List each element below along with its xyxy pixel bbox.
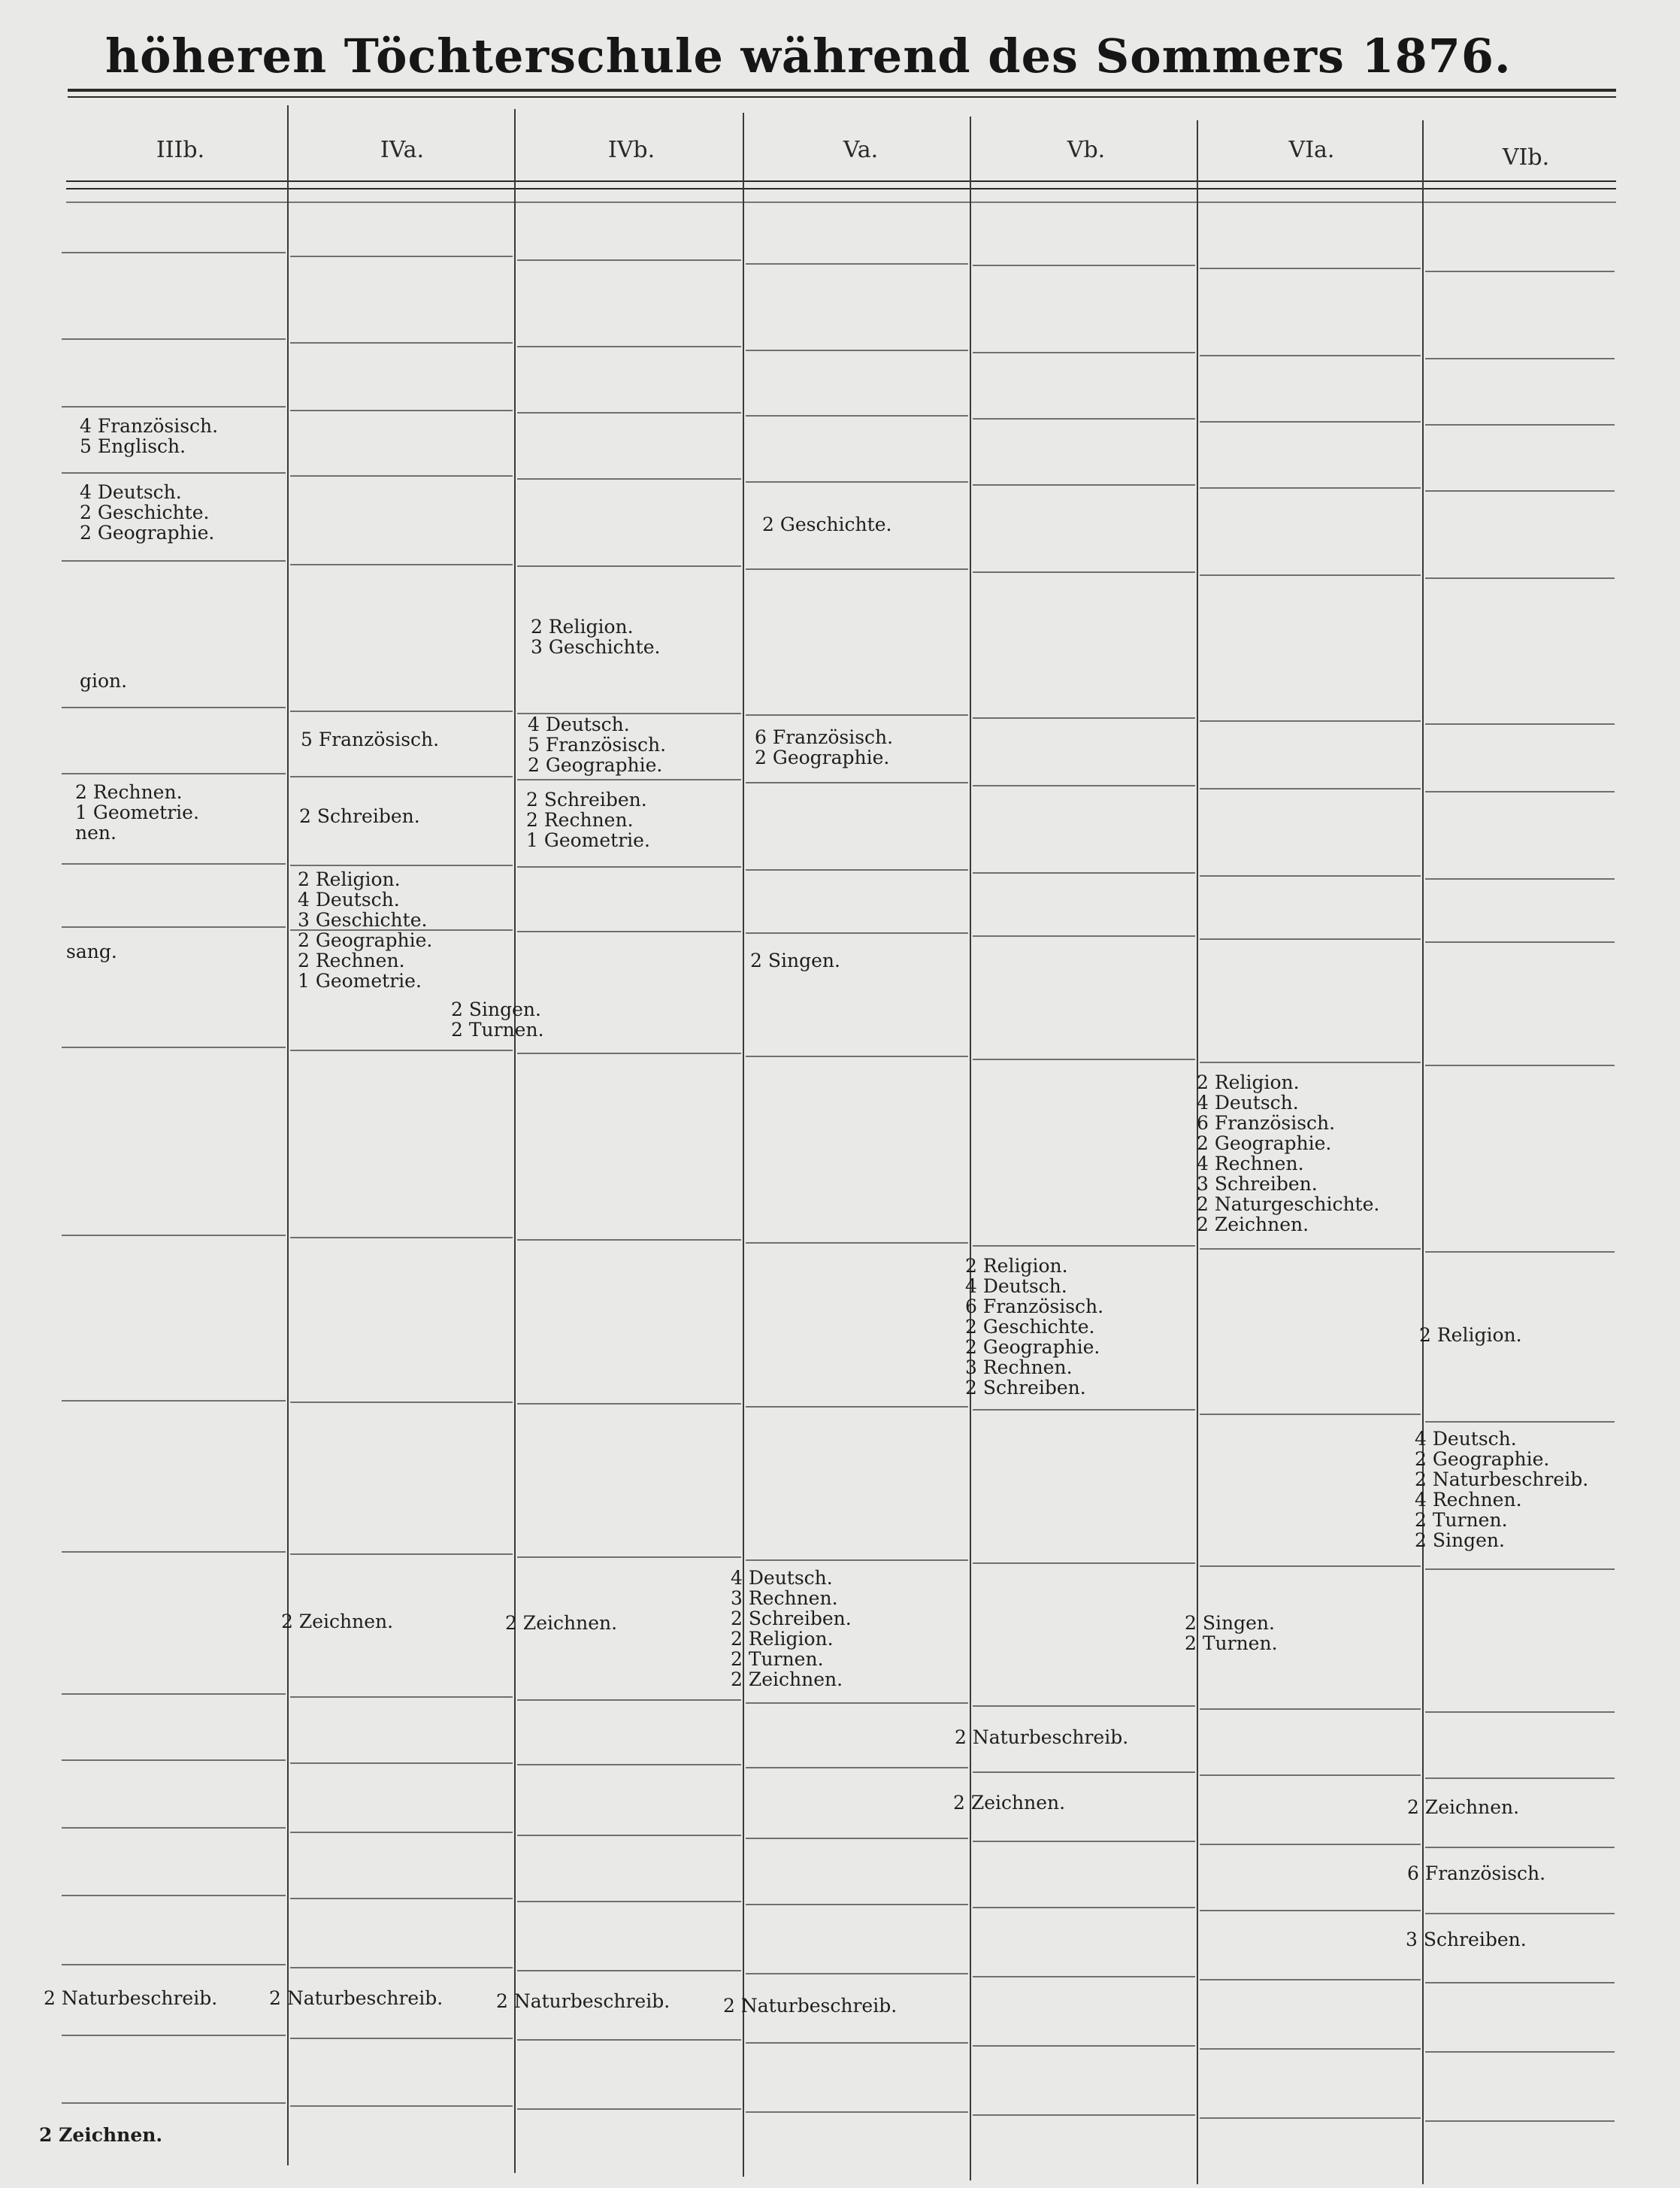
row-line [973, 2045, 1195, 2047]
row-line [62, 472, 286, 474]
row-line [1200, 1414, 1421, 1415]
row-line [1200, 1979, 1421, 1980]
row-line [973, 571, 1195, 573]
row-line [62, 863, 286, 865]
row-line [1200, 1910, 1421, 1911]
column-header-VIb: VIb. [1502, 144, 1550, 171]
column-divider [743, 113, 744, 2177]
row-line [1425, 577, 1615, 579]
row-line [517, 1764, 741, 1765]
row-line [62, 707, 286, 708]
row-line [973, 1841, 1195, 1842]
row-line [746, 869, 968, 871]
row-line [290, 475, 513, 477]
row-line [746, 2111, 968, 2113]
schedule-entry: 2 Religion. 4 Deutsch. 6 Französisch. 2 Geographie. 4 Rechnen. 3 Schreiben. 2 Naturgeschichte. 2 Zeichnen. [1197, 1071, 1380, 1235]
schedule-entry: 2 Religion. 4 Deutsch. 3 Geschichte. 2 Geographie. 2 Rechnen. 1 Geometrie. [298, 868, 433, 992]
schedule-entry: 4 Deutsch. 2 Geographie. 2 Naturbeschreib. 4 Rechnen. 2 Turnen. 2 Singen. [1415, 1428, 1589, 1551]
row-line [746, 1559, 968, 1561]
row-line [1200, 1774, 1421, 1776]
row-line [517, 1556, 741, 1558]
row-line [62, 1551, 286, 1553]
row-line [1425, 2051, 1615, 2053]
row-line [290, 865, 513, 866]
column-header-Va: Va. [843, 137, 879, 163]
row-line [746, 1242, 968, 1244]
header-rule-3 [66, 202, 1616, 203]
row-line [290, 1050, 513, 1051]
row-line [62, 1400, 286, 1402]
row-line [1200, 1565, 1421, 1567]
row-line [1425, 1913, 1615, 1914]
row-line [517, 412, 741, 414]
row-line [290, 410, 513, 411]
row-line [746, 263, 968, 265]
schedule-entry: 2 Naturbeschreib. [496, 1990, 670, 2012]
row-line [973, 717, 1195, 719]
schedule-entry: 2 Naturbeschreib. [955, 1726, 1129, 1748]
row-line [290, 1237, 513, 1238]
row-line [746, 1056, 968, 1057]
row-line [62, 338, 286, 340]
row-line [1425, 1421, 1615, 1423]
row-line [62, 1693, 286, 1695]
row-line [746, 1406, 968, 1408]
row-line [517, 2039, 741, 2041]
schedule-entry: 2 Naturbeschreib. [723, 1995, 898, 2017]
schedule-entry: 2 Schreiben. 2 Rechnen. 1 Geometrie. [526, 789, 650, 851]
schedule-entry: 5 Französisch. [301, 729, 440, 750]
schedule-entry: 4 Deutsch. 2 Geschichte. 2 Geographie. [80, 481, 215, 544]
row-line [517, 259, 741, 261]
row-line [1200, 720, 1421, 722]
row-line [290, 1402, 513, 1403]
row-line [517, 1699, 741, 1701]
row-line [973, 2114, 1195, 2116]
header-rule-2 [66, 188, 1616, 189]
title-rule [68, 89, 1616, 92]
schedule-entry: 2 Religion. 4 Deutsch. 6 Französisch. 2 Geschichte. 2 Geographie. 3 Rechnen. 2 Schreiben. [965, 1255, 1104, 1399]
row-line [1425, 1711, 1615, 1713]
column-header-IVa: IVa. [380, 137, 425, 163]
row-line [517, 779, 741, 780]
schedule-entry: 2 Zeichnen. [953, 1792, 1066, 1814]
row-line [517, 346, 741, 347]
column-header-IVb: IVb. [607, 137, 655, 163]
row-line [517, 1053, 741, 1054]
row-line [517, 866, 741, 868]
row-line [517, 1901, 741, 1902]
row-line [746, 1973, 968, 1974]
row-line [1200, 574, 1421, 576]
row-line [1425, 723, 1615, 725]
row-line [517, 1970, 741, 1971]
row-line [973, 1245, 1195, 1247]
row-line [62, 406, 286, 408]
schedule-entry: 2 Singen. [750, 950, 840, 971]
row-line [62, 252, 286, 253]
row-line [1425, 941, 1615, 943]
row-line [290, 256, 513, 257]
row-line [973, 265, 1195, 266]
row-line [973, 352, 1195, 353]
schedule-entry: 2 Geschichte. [762, 514, 892, 535]
row-line [973, 785, 1195, 786]
row-line [973, 1976, 1195, 1977]
row-line [517, 565, 741, 567]
row-line [1200, 875, 1421, 877]
row-line [973, 935, 1195, 937]
schedule-entry: 2 Zeichnen. [505, 1612, 618, 1634]
row-line [746, 481, 968, 483]
row-line [746, 1838, 968, 1839]
row-line [290, 1553, 513, 1555]
row-line [746, 1904, 968, 1905]
schedule-entry: sang. [66, 941, 117, 962]
row-line [517, 478, 741, 480]
row-line [1425, 1568, 1615, 1570]
row-line [62, 926, 286, 928]
row-line [1425, 1847, 1615, 1848]
schedule-entry: 3 Schreiben. [1406, 1929, 1527, 1950]
row-line [973, 1059, 1195, 1060]
row-line [1425, 358, 1615, 359]
row-line [1200, 487, 1421, 489]
row-line [746, 2042, 968, 2044]
row-line [746, 714, 968, 716]
row-line [517, 1239, 741, 1241]
schedule-entry: 2 Zeichnen. [39, 2124, 163, 2146]
row-line [746, 1767, 968, 1768]
schedule-entry: gion. [80, 670, 128, 692]
row-line [973, 1562, 1195, 1564]
row-line [1200, 1248, 1421, 1250]
row-line [290, 342, 513, 344]
row-line [62, 1047, 286, 1048]
row-line [517, 1403, 741, 1405]
schedule-entry: 2 Zeichnen. [281, 1611, 394, 1632]
row-line [62, 1964, 286, 1965]
row-line [1425, 271, 1615, 272]
row-line [1425, 1777, 1615, 1779]
row-line [1200, 2117, 1421, 2119]
row-line [1425, 791, 1615, 792]
row-line [973, 1705, 1195, 1707]
schedule-entry: 6 Französisch. 2 Geographie. [755, 726, 894, 768]
header-rule [66, 180, 1616, 182]
row-line [1425, 1065, 1615, 1066]
schedule-entry: 2 Religion. 3 Geschichte. [531, 616, 661, 658]
row-line [1425, 1251, 1615, 1253]
column-divider [287, 105, 289, 2165]
row-line [1200, 2048, 1421, 2050]
row-line [62, 2102, 286, 2104]
schedule-entry: 2 Naturbeschreib. [44, 1987, 218, 2009]
row-line [1425, 490, 1615, 492]
row-line [1200, 1844, 1421, 1845]
column-header-VIa: VIa. [1288, 137, 1335, 163]
row-line [1200, 938, 1421, 940]
page-title: höheren Töchterschule während des Sommers 1876. [105, 29, 1512, 83]
schedule-entry: 2 Naturbeschreib. [269, 1987, 443, 2009]
row-line [1425, 878, 1615, 880]
row-line [62, 2035, 286, 2036]
schedule-entry: 2 Singen. 2 Turnen. [1185, 1612, 1278, 1654]
schedule-entry: 4 Französisch. 5 Englisch. [80, 415, 219, 457]
row-line [62, 773, 286, 774]
row-line [290, 1832, 513, 1833]
schedule-entry: 2 Singen. 2 Turnen. [451, 999, 544, 1041]
row-line [973, 418, 1195, 420]
row-line [746, 350, 968, 351]
row-line [1425, 1982, 1615, 1983]
column-divider [970, 117, 971, 2180]
row-line [1200, 788, 1421, 789]
row-line [746, 415, 968, 417]
row-line [517, 2108, 741, 2110]
row-line [1200, 1062, 1421, 1063]
row-line [62, 1827, 286, 1829]
schedule-entry: 2 Schreiben. [299, 805, 420, 827]
row-line [1200, 421, 1421, 423]
row-line [517, 1835, 741, 1836]
row-line [290, 776, 513, 777]
schedule-entry: 4 Deutsch. 5 Französisch. 2 Geographie. [528, 714, 667, 776]
schedule-entry: 2 Rechnen. 1 Geometrie. nen. [75, 781, 199, 844]
row-line [973, 872, 1195, 874]
title-rule-thin [68, 96, 1616, 98]
row-line [973, 484, 1195, 486]
row-line [1200, 268, 1421, 269]
column-divider [514, 109, 516, 2173]
row-line [746, 568, 968, 570]
row-line [62, 560, 286, 562]
row-line [973, 1409, 1195, 1411]
column-header-Vb: Vb. [1067, 137, 1106, 163]
row-line [290, 1898, 513, 1899]
row-line [290, 1762, 513, 1764]
row-line [1425, 424, 1615, 426]
row-line [290, 711, 513, 712]
row-line [62, 1759, 286, 1761]
row-line [290, 2105, 513, 2107]
schedule-entry: 2 Zeichnen. [1407, 1796, 1520, 1818]
row-line [517, 931, 741, 932]
row-line [1200, 355, 1421, 356]
schedule-entry: 2 Religion. [1419, 1324, 1522, 1346]
row-line [290, 1967, 513, 1968]
row-line [1425, 2120, 1615, 2122]
row-line [1200, 1708, 1421, 1710]
row-line [973, 1771, 1195, 1773]
row-line [290, 564, 513, 565]
row-line [290, 2038, 513, 2039]
row-line [62, 1895, 286, 1896]
schedule-entry: 6 Französisch. [1407, 1862, 1546, 1884]
row-line [746, 932, 968, 934]
row-line [290, 1696, 513, 1698]
column-header-IIIb: IIIb. [156, 137, 205, 163]
row-line [746, 782, 968, 783]
row-line [746, 1702, 968, 1704]
schedule-entry: 4 Deutsch. 3 Rechnen. 2 Schreiben. 2 Religion. 2 Turnen. 2 Zeichnen. [731, 1567, 852, 1690]
row-line [62, 1235, 286, 1236]
row-line [973, 1907, 1195, 1908]
